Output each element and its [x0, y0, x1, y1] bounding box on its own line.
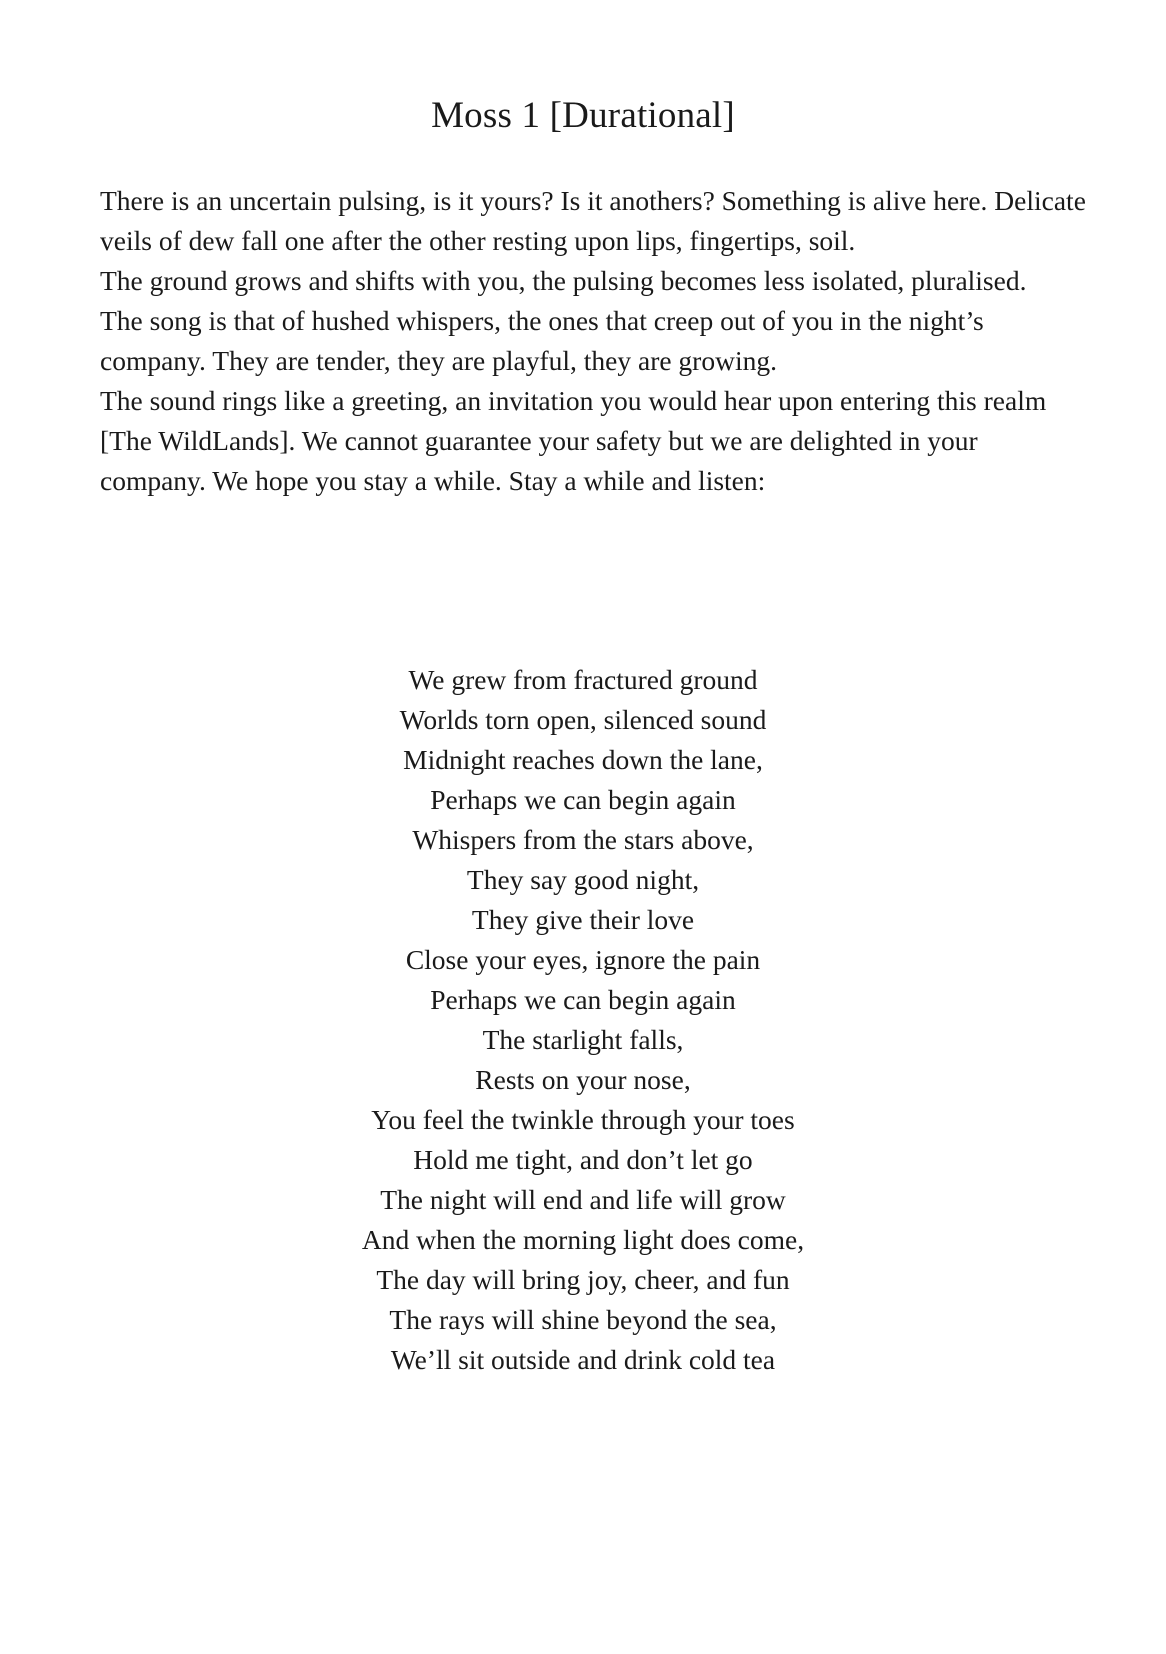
poem-line: And when the morning light does come,	[361, 1224, 805, 1255]
poem-line: They give their love	[471, 904, 695, 935]
intro-paragraph: The ground grows and shifts with you, the pulsing becomes less isolated, pluralised.	[100, 265, 1027, 296]
poem-line: We grew from fractured ground	[408, 664, 758, 695]
intro-paragraph: There is an uncertain pulsing, is it yours? Is it anothers? Something is alive here. Delicate veils of dew fall one after the other resting upon lips, fingertips, soil.	[100, 185, 1086, 256]
intro-paragraph: The sound rings like a greeting, an invitation you would hear upon entering this realm [The WildLands]. We cannot guarantee your safety but we are delighted in your company. We hope you stay a while. Stay a while and listen:	[100, 385, 1047, 496]
poem-line: Whispers from the stars above,	[412, 824, 754, 855]
poem-line: Hold me tight, and don’t let go	[413, 1144, 753, 1175]
poem-line: We’ll sit outside and drink cold tea	[390, 1344, 776, 1375]
poem-line: Perhaps we can begin again	[430, 984, 736, 1015]
poem-line: The night will end and life will grow	[380, 1184, 786, 1215]
poem-line: The rays will shine beyond the sea,	[389, 1304, 777, 1335]
poem-line: The starlight falls,	[482, 1024, 684, 1055]
intro-paragraph: The song is that of hushed whispers, the ones that creep out of you in the night’s company. They are tender, they are playful, they are growing.	[100, 305, 984, 376]
poem-line: Midnight reaches down the lane,	[403, 744, 763, 775]
poem-line: Close your eyes, ignore the pain	[405, 944, 761, 975]
poem-line: They say good night,	[466, 864, 700, 895]
poem-line: You feel the twinkle through your toes	[371, 1104, 795, 1135]
poem-line: The day will bring joy, cheer, and fun	[376, 1264, 790, 1295]
poem	[0, 660, 1166, 1380]
page-title: Moss 1 [Durational]	[431, 95, 735, 136]
poem-line: Worlds torn open, silenced sound	[399, 704, 767, 735]
poem-line: Perhaps we can begin again	[430, 784, 736, 815]
intro-text	[100, 181, 1090, 501]
poem-line: Rests on your nose,	[475, 1064, 691, 1095]
